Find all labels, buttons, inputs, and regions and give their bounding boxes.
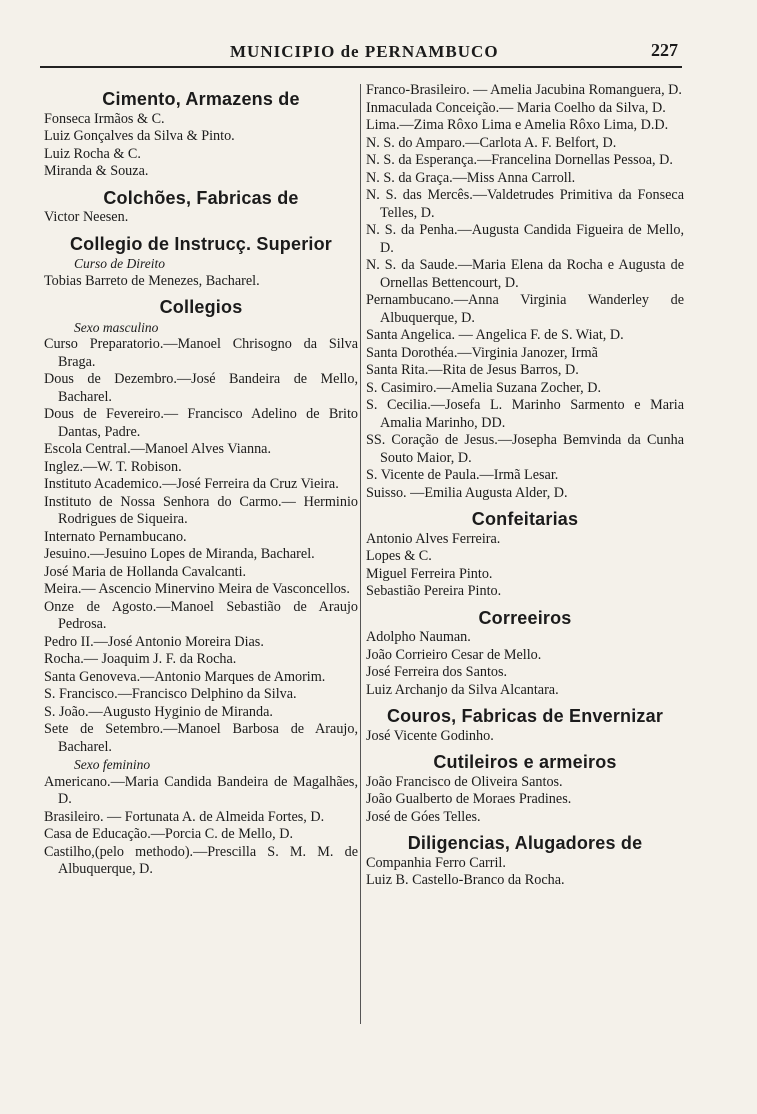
directory-entry: Fonseca Irmãos & C.	[44, 110, 165, 127]
directory-entry: José de Góes Telles.	[366, 808, 481, 825]
directory-entry: Companhia Ferro Carril.	[366, 854, 506, 871]
directory-entry: Dous de Dezembro.—José Bandeira de Mello, Bacharel.	[44, 371, 358, 405]
page-number: 227	[651, 40, 678, 60]
left-column	[44, 82, 358, 879]
directory-entry: N. S. da Graça.—Miss Anna Carroll.	[366, 169, 576, 186]
directory-entry: José Ferreira dos Santos.	[366, 664, 508, 680]
directory-entry: Santa Rita.—Rita de Jesus Barros, D.	[366, 362, 579, 378]
directory-entry: Antonio Alves Ferreira.	[366, 530, 501, 547]
directory-entry: Sebastião Pereira Pinto.	[366, 583, 502, 599]
directory-entry: N. S. da Penha.—Augusta Candida Figueira de Mello, D.	[366, 222, 684, 256]
directory-entry: Franco-Brasileiro. — Amelia Jacubina Romanguera, D.	[366, 82, 682, 98]
directory-entry: Internato Pernambucano.	[44, 528, 187, 545]
right-column	[366, 82, 684, 890]
directory-entry: S. João.—Augusto Hyginio de Miranda.	[44, 703, 273, 720]
directory-entry: N. S. da Saude.—Maria Elena da Rocha e Augusta de Ornellas Bettencourt, D.	[366, 257, 684, 291]
section-subtitle: Curso de Direito	[74, 256, 165, 271]
directory-entry: Santa Dorothéa.—Virginia Janozer, Irmã	[366, 344, 598, 361]
section-subtitle: Sexo masculino	[74, 319, 159, 335]
directory-entry: Tobias Barreto de Menezes, Bacharel.	[44, 272, 260, 289]
section-heading: Colchões, Fabricas de	[103, 187, 299, 208]
directory-entry: Lima.—Zima Rôxo Lima e Amelia Rôxo Lima, D.D.	[366, 117, 669, 133]
directory-entry: Miranda & Souza.	[44, 163, 149, 179]
directory-entry: Casa de Educação.—Porcia C. de Mello, D.	[44, 826, 293, 842]
section-heading: Correeiros	[478, 607, 572, 628]
directory-entry: S. Vicente de Paula.—Irmã Lesar.	[366, 467, 559, 483]
directory-entry: Sete de Setembro.—Manoel Barbosa de Araujo, Bacharel.	[44, 721, 358, 755]
directory-entry: Pedro II.—José Antonio Moreira Dias.	[44, 633, 264, 650]
directory-entry: José Maria de Hollanda Cavalcanti.	[44, 563, 247, 580]
directory-entry: Miguel Ferreira Pinto.	[366, 565, 493, 582]
directory-entry: Castilho,(pelo methodo).—Prescilla S. M. M. de Albuquerque, D.	[44, 843, 358, 877]
directory-entry: S. Casimiro.—Amelia Suzana Zocher, D.	[366, 379, 602, 396]
column-divider	[360, 84, 361, 1024]
directory-entry: Lopes & C.	[366, 548, 432, 564]
directory-entry: Inglez.—W. T. Robison.	[44, 458, 182, 475]
directory-entry: Victor Neesen.	[44, 209, 129, 225]
directory-entry: Adolpho Nauman.	[366, 629, 471, 645]
section-heading: Collegio de Instrucç. Superior	[69, 233, 333, 254]
directory-entry: Luiz Archanjo da Silva Alcantara.	[366, 681, 559, 698]
directory-entry: Inmaculada Conceição.— Maria Coelho da Silva, D.	[366, 99, 666, 116]
directory-entry: Brasileiro. — Fortunata A. de Almeida Fortes, D.	[44, 808, 325, 825]
directory-entry: Meira.— Ascencio Minervino Meira de Vasconcellos.	[44, 581, 350, 597]
directory-entry: N. S. do Amparo.—Carlota A. F. Belfort, D.	[366, 134, 617, 151]
directory-entry: Suisso. —Emilia Augusta Alder, D.	[366, 484, 568, 501]
directory-entry: Escola Central.—Manoel Alves Vianna.	[44, 441, 272, 457]
section-heading: Cutileiros e armeiros	[433, 752, 617, 772]
directory-entry: Pernambucano.—Anna Virginia Wanderley de Albuquerque, D.	[366, 292, 684, 326]
directory-entry: SS. Coração de Jesus.—Josepha Bemvinda da Cunha Souto Maior, D.	[366, 432, 684, 466]
directory-entry: Rocha.— Joaquim J. F. da Rocha.	[44, 651, 237, 667]
directory-entry: João Francisco de Oliveira Santos.	[366, 773, 563, 790]
section-heading: Couros, Fabricas de Envernizar	[386, 706, 664, 726]
section-heading: Collegios	[159, 297, 243, 317]
directory-entry: Santa Genoveva.—Antonio Marques de Amorim.	[44, 668, 326, 685]
directory-entry: Instituto Academico.—José Ferreira da Cruz Vieira.	[44, 476, 339, 492]
section-subtitle: Sexo feminino	[74, 757, 151, 772]
directory-entry: Santa Angelica. — Angelica F. de S. Wiat, D.	[366, 327, 624, 343]
directory-entry: Luiz Gonçalves da Silva & Pinto.	[44, 128, 235, 144]
directory-entry: Onze de Agosto.—Manoel Sebastião de Araujo Pedrosa.	[44, 598, 358, 632]
directory-entry: João Corrieiro Cesar de Mello.	[366, 646, 542, 663]
directory-entry: Americano.—Maria Candida Bandeira de Magalhães, D.	[44, 773, 358, 807]
directory-entry: Luiz Rocha & C.	[44, 145, 141, 162]
running-title: MUNICIPIO de PERNAMBUCO	[230, 42, 499, 61]
section-heading: Cimento, Armazens de	[102, 89, 300, 109]
directory-entry: S. Cecilia.—Josefa L. Marinho Sarmento e Maria Amalia Marinho, DD.	[366, 397, 684, 431]
directory-entry: Instituto de Nossa Senhora do Carmo.— Herminio Rodrigues de Siqueira.	[44, 493, 358, 527]
page-header	[40, 38, 682, 68]
directory-entry: João Gualberto de Moraes Pradines.	[366, 791, 572, 807]
directory-entry: S. Francisco.—Francisco Delphino da Silva.	[44, 686, 297, 702]
directory-entry: José Vicente Godinho.	[366, 727, 494, 744]
directory-entry: N. S. das Mercês.—Valdetrudes Primitiva da Fonseca Telles, D.	[366, 187, 684, 221]
directory-entry: Dous de Fevereiro.— Francisco Adelino de Brito Dantas, Padre.	[44, 406, 358, 440]
section-heading: Confeitarias	[471, 509, 579, 529]
directory-entry: Luiz B. Castello-Branco da Rocha.	[366, 872, 565, 888]
section-heading: Diligencias, Alugadores de	[407, 833, 643, 853]
directory-entry: N. S. da Esperança.—Francelina Dornellas Pessoa, D.	[366, 152, 673, 168]
directory-entry: Jesuino.—Jesuino Lopes de Miranda, Bacharel.	[44, 546, 315, 562]
directory-entry: Curso Preparatorio.—Manoel Chrisogno da Silva Braga.	[44, 336, 358, 370]
